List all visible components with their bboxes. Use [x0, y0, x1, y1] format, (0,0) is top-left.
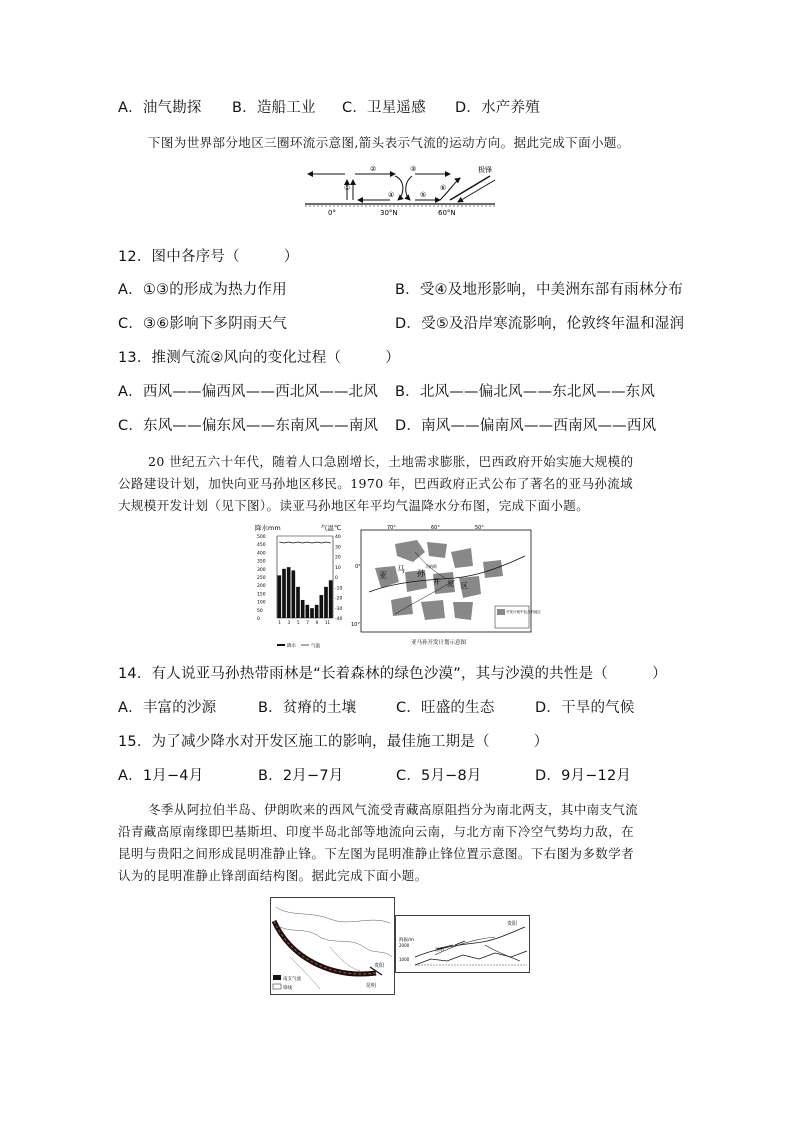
- label-kunming-profile: 昆明: [435, 948, 444, 953]
- tick-1000: 1000: [399, 957, 410, 962]
- climograph-left-tick: 50: [257, 608, 263, 614]
- label-kunming: 昆明: [366, 983, 377, 989]
- climograph-left-tick: 350: [257, 559, 266, 565]
- temp-line: [279, 542, 330, 543]
- intro-amazon-line1: 20 世纪五六十年代，随着人口急剧增长，土地需求膨胀，巴西政府开始实施大规模的: [148, 454, 634, 469]
- map-legend: 开发计划中包含的地区: [506, 610, 541, 614]
- month-tick: 7: [306, 620, 309, 625]
- num-3: ③: [410, 165, 417, 173]
- intro-amazon-line2: 公路建设计划，加快向亚马孙地区移民。1970 年，巴西政府正式公布了著名的亚马孙流域: [118, 476, 634, 491]
- lat-0: 0°: [328, 209, 336, 217]
- amazon-climograph: [255, 522, 355, 650]
- q14-option-a: A．丰富的沙源: [118, 700, 217, 716]
- month-tick: 3: [287, 620, 291, 625]
- map-lat-0: 0°: [355, 564, 361, 570]
- precip-bar: [301, 600, 305, 618]
- precip-bar: [292, 570, 296, 618]
- intro-kunming-line1: 冬季从阿拉伯半岛、伊朗吹来的西风气流受青藏高原阻挡分为南北两支，其中南支气流: [148, 802, 639, 817]
- label-polar-front: 极锋: [478, 166, 492, 174]
- precip-bar: [310, 608, 314, 618]
- q14-option-c: C．旺盛的生态: [396, 700, 495, 716]
- q12-option-b: B．受④及地形影响，中美洲东部有雨林分布: [395, 282, 683, 298]
- precip-bar: [296, 587, 300, 618]
- climograph-right-tick: 40: [335, 535, 341, 540]
- precip-bar: [306, 605, 310, 618]
- q13-option-d: D．南风——偏南风——西南风——西风: [395, 418, 657, 434]
- climograph-left-tick: 200: [257, 584, 266, 590]
- intro-amazon-line3: 大规模开发计划（见下图）。读亚马孙地区年平均气温降水分布图，完成下面小题。: [118, 498, 590, 513]
- q12-option-c: C．③⑥影响下多阴雨天气: [118, 316, 288, 332]
- q14-option-d: D．干旱的气候: [535, 700, 635, 716]
- legend-south-branch: 南支气流: [283, 977, 301, 982]
- climograph-right-tick: 0: [335, 576, 338, 581]
- q11-option-b: B．造船工业: [232, 100, 316, 116]
- q15-stem: 15．为了减少降水对开发区施工的影响，最佳施工期是（ ）: [118, 734, 549, 750]
- map-lon-70: 70°: [387, 525, 396, 531]
- q11-option-d: D．水产养殖: [455, 100, 540, 116]
- map-lon-60: 60°: [431, 525, 440, 531]
- climograph-left-tick: 500: [257, 535, 266, 540]
- precip-bar: [278, 575, 282, 618]
- legend-front-line: 锋线: [283, 986, 292, 991]
- intro-kunming-line2: 沿青藏高原南缘即巴基斯坦、印度半岛北部等地流向云南，与北方南下冷空气势均力敌，在: [118, 824, 635, 839]
- q14-option-b: B．贫瘠的土壤: [258, 700, 357, 716]
- climograph-right-tick: -20: [335, 596, 343, 602]
- num-2: ②: [370, 165, 377, 173]
- climograph-left-tick: 0: [257, 617, 260, 622]
- label-altitude: 海拔/m: [399, 938, 414, 943]
- kunming-front-profile: [395, 915, 530, 973]
- precip-bar: [282, 569, 286, 618]
- climograph-left-tick: 400: [257, 551, 266, 557]
- legend-temp: 气温: [311, 644, 320, 649]
- map-label-ma: 马: [397, 565, 405, 574]
- climograph-right-tick: -40: [335, 617, 343, 622]
- climograph-left-tick: 150: [257, 592, 266, 598]
- precip-bar: [320, 595, 324, 618]
- legend-precip: 降水: [287, 644, 296, 649]
- map-label-manaus: 马纳斯: [425, 564, 437, 569]
- intro-kunming-line4: 认为的昆明准静止锋剖面结构图。据此完成下面小题。: [118, 868, 428, 883]
- precip-bar: [329, 580, 333, 618]
- q15-option-d: D．9月−12月: [535, 768, 632, 784]
- intro-kunming-line3: 昆明与贵阳之间形成昆明准静止锋。下左图为昆明准静止锋位置示意图。下右图为多数学者: [118, 846, 635, 861]
- climograph-ylabel-left: 降水mm: [255, 524, 281, 532]
- climograph-right-tick: -10: [335, 586, 343, 592]
- climograph-right-tick: 10: [335, 565, 341, 571]
- climograph-right-tick: 30: [335, 545, 341, 551]
- q13-option-c: C．东风——偏东风——东南风——南风: [118, 418, 379, 434]
- q15-option-b: B．2月−7月: [258, 768, 344, 784]
- num-4: ④: [388, 191, 395, 199]
- q13-option-b: B．北风——偏北风——东北风——东风: [395, 384, 656, 400]
- q11-option-c: C．卫星遥感: [342, 100, 426, 116]
- label-guiyang-profile: 贵阳: [507, 921, 518, 927]
- q12-option-d: D．受⑤及沿岸寒流影响，伦敦终年温和湿润: [395, 316, 685, 332]
- map-label-kai: 开: [433, 578, 440, 586]
- precip-bar: [324, 587, 328, 618]
- lat-30: 30°N: [380, 209, 398, 217]
- tick-2000: 2000: [399, 943, 410, 948]
- q11-option-a: A．油气勘探: [118, 100, 202, 116]
- climograph-left-tick: 250: [257, 576, 266, 581]
- q15-option-a: A．1月−4月: [118, 768, 204, 784]
- month-tick: 11: [325, 620, 331, 625]
- kunming-front-location-map: [270, 897, 395, 995]
- climograph-right-tick: -30: [335, 606, 343, 612]
- climograph-right-tick: 20: [335, 555, 341, 561]
- circulation-diagram: [300, 160, 500, 220]
- q15-option-c: C．5月−8月: [396, 768, 482, 784]
- month-tick: 9: [315, 620, 319, 625]
- q14-stem: 14．有人说亚马孙热带雨林是“长着森林的绿色沙漠”，其与沙漠的共性是（ ）: [118, 666, 667, 682]
- q13-option-a: A．西风——偏西风——西北风——北风: [118, 384, 379, 400]
- map-label-fa: 发: [447, 580, 454, 588]
- month-tick: 5: [297, 620, 300, 625]
- label-guiyang: 贵阳: [374, 963, 385, 969]
- precip-bar: [287, 567, 291, 618]
- month-tick: 1: [278, 620, 281, 625]
- amazon-development-map: [351, 522, 541, 650]
- lat-60: 60°N: [438, 209, 456, 217]
- num-6: ⑥: [440, 184, 447, 192]
- map-lon-50: 50°: [475, 525, 484, 531]
- q12-option-a: A．①③的形成为热力作用: [118, 282, 287, 298]
- q13-stem: 13．推测气流②风向的变化过程（ ）: [118, 350, 400, 366]
- num-5: ⑤: [420, 191, 427, 199]
- climograph-left-tick: 100: [257, 600, 266, 606]
- q12-stem: 12．图中各序号（ ）: [118, 249, 299, 265]
- map-label-sun: 孙: [417, 569, 425, 578]
- climograph-left-tick: 450: [257, 543, 266, 549]
- map-label-ama: 亚: [379, 571, 387, 580]
- climograph-left-tick: 300: [257, 567, 266, 573]
- num-1: ①: [344, 184, 351, 192]
- map-caption: 亚马孙开发计划示意图: [411, 640, 467, 646]
- precip-bar: [315, 605, 319, 618]
- map-lat-10: 10°: [351, 622, 360, 628]
- climograph-ylabel-right: 气温℃: [321, 524, 342, 532]
- map-label-qu: 区: [461, 582, 468, 590]
- intro-circulation: 下图为世界部分地区三圈环流示意图,箭头表示气流的运动方向。据此完成下面小题。: [148, 135, 630, 150]
